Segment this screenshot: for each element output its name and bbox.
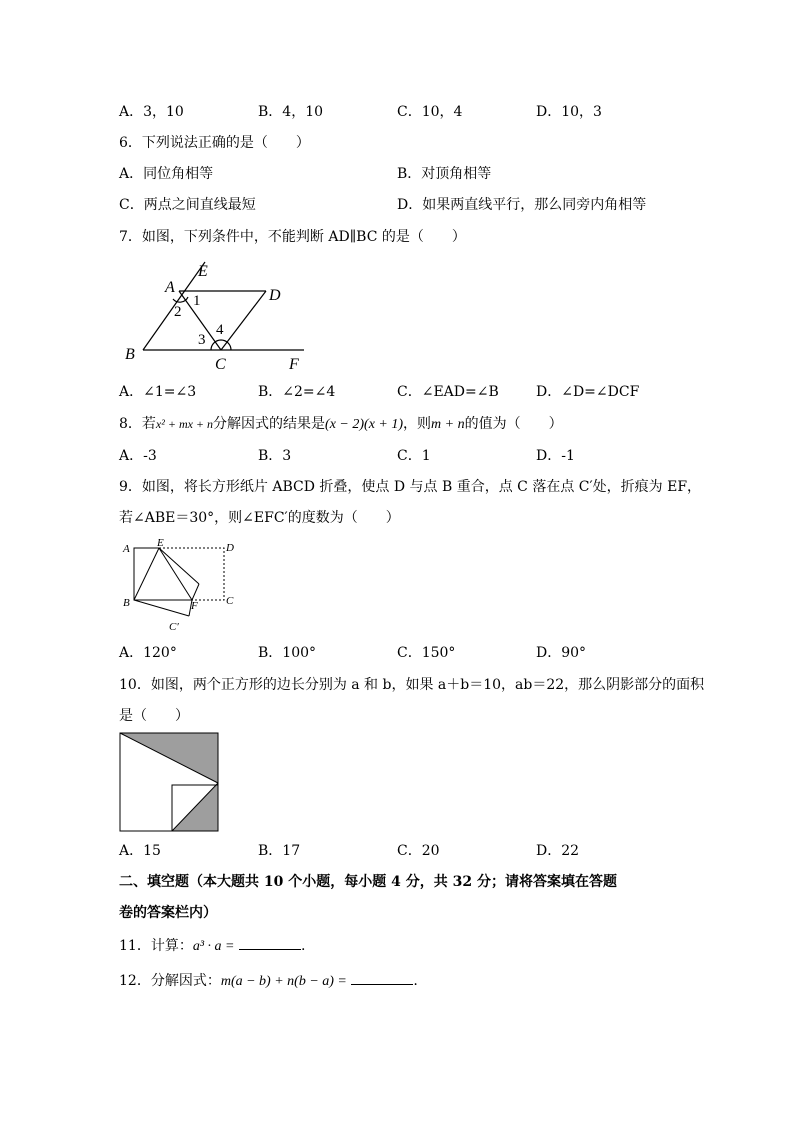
q8-option-c: C．1 <box>397 448 431 464</box>
q8-stem <box>119 414 563 435</box>
q9-stem-line2: 若∠ABE＝30°，则∠EFC′的度数为（ ） <box>119 510 400 526</box>
q12-stem <box>119 970 418 992</box>
q11-answer-blank[interactable] <box>239 935 301 950</box>
q9-option-b: B．100° <box>258 645 317 661</box>
q5-option-b: B．4，10 <box>258 104 324 120</box>
q11-stem <box>119 935 305 957</box>
q9-label-d: D <box>226 542 234 554</box>
q8-expr-sum: m + n <box>431 417 465 432</box>
q9-label-e: E <box>157 538 164 549</box>
q7-label-d: D <box>269 287 281 304</box>
q6-option-b: B．对顶角相等 <box>397 166 492 182</box>
q10-option-d: D．22 <box>536 843 580 859</box>
q9-option-a: A．120° <box>119 645 177 661</box>
q7-label-b: B <box>125 346 135 363</box>
q8-option-d: D．-1 <box>536 448 575 464</box>
q9-label-c-prime: C′ <box>169 621 179 633</box>
q8-stem-prefix: 8．若 <box>119 416 156 432</box>
q8-stem-suffix: 的值为（ ） <box>464 416 563 432</box>
q5-option-c: C．10，4 <box>397 104 463 120</box>
q12-suffix: . <box>413 973 418 989</box>
q9-label-b: B <box>123 597 130 609</box>
q7-label-angle-2: 2 <box>174 304 182 320</box>
q9-label-f: F <box>191 600 198 612</box>
q11-prefix: 11．计算： <box>119 938 193 954</box>
q7-parallelogram-figure <box>119 258 319 373</box>
q9-option-d: D．90° <box>536 645 587 661</box>
q7-label-angle-1: 1 <box>193 293 201 309</box>
q8-stem-mid: 分解因式的结果是 <box>213 416 326 432</box>
q5-option-d: D．10，3 <box>536 104 602 120</box>
q8-option-b: B．3 <box>258 448 292 464</box>
q10-squares-figure <box>119 732 221 834</box>
q10-option-c: C．20 <box>397 843 440 859</box>
q7-option-a: A．∠1=∠3 <box>119 384 197 400</box>
q10-stem-line1: 10．如图，两个正方形的边长分别为 a 和 b，如果 a＋b＝10，ab＝22，那么阴影部分的面积 <box>119 677 705 693</box>
q9-option-c: C．150° <box>397 645 456 661</box>
q9-line-ef <box>159 548 192 600</box>
q9-folding-figure <box>119 538 249 638</box>
q9-line-be <box>134 548 159 600</box>
q7-label-f: F <box>289 356 299 373</box>
q8-option-a: A．-3 <box>119 448 157 464</box>
q9-rect-dashed-right <box>159 548 224 600</box>
q7-label-c: C <box>215 356 226 373</box>
q10-stem-line2: 是（ ） <box>119 708 189 724</box>
q9-line-b-c-prime <box>134 600 189 616</box>
q9-rect-solid-left <box>134 548 192 600</box>
q6-option-d: D．如果两直线平行，那么同旁内角相等 <box>397 197 647 213</box>
q7-stem: 7．如图，下列条件中，不能判断 AD∥BC 的是（ ） <box>119 229 466 245</box>
q11-expr: a³ · a = <box>192 939 235 954</box>
q7-line-dc <box>221 291 266 350</box>
q12-expr: m(a − b) + n(b − a) = <box>220 974 347 989</box>
q9-label-c: C <box>226 595 234 607</box>
q7-label-e: E <box>198 263 208 280</box>
q7-option-c: C．∠EAD=∠B <box>397 384 499 400</box>
q7-label-angle-3: 3 <box>198 332 206 348</box>
q6-option-a: A．同位角相等 <box>119 166 214 182</box>
q10-option-a: A．15 <box>119 843 161 859</box>
q12-answer-blank[interactable] <box>351 970 413 985</box>
q8-expr-factored: (x − 2)(x + 1) <box>325 417 404 432</box>
q7-label-angle-4: 4 <box>216 322 224 338</box>
q7-label-a: A <box>165 279 175 296</box>
q8-stem-mid2: ，则 <box>403 416 432 432</box>
q9-stem-line1: 9．如图，将长方形纸片 ABCD 折叠，使点 D 与点 B 重合，点 C 落在点 C′处，折痕为 EF， <box>119 479 702 495</box>
q7-option-d: D．∠D=∠DCF <box>536 384 640 400</box>
section2-title-line2: 卷的答案栏内） <box>119 905 217 921</box>
q10-option-b: B．17 <box>258 843 301 859</box>
q9-label-a: A <box>123 543 130 555</box>
q9-line-c-prime-f <box>192 584 199 600</box>
q5-option-a: A．3，10 <box>119 104 184 120</box>
q6-option-c: C．两点之间直线最短 <box>119 197 256 213</box>
q6-stem: 6．下列说法正确的是（ ） <box>119 135 310 151</box>
section2-title-line1: 二、填空题（本大题共 10 个小题，每小题 4 分，共 32 分；请将答案填在答题 <box>119 874 617 890</box>
q11-suffix: . <box>300 938 306 954</box>
q8-expr-polynomial: x² + mx + n <box>155 417 214 431</box>
q7-option-b: B．∠2=∠4 <box>258 384 336 400</box>
q12-prefix: 12．分解因式： <box>119 973 221 989</box>
